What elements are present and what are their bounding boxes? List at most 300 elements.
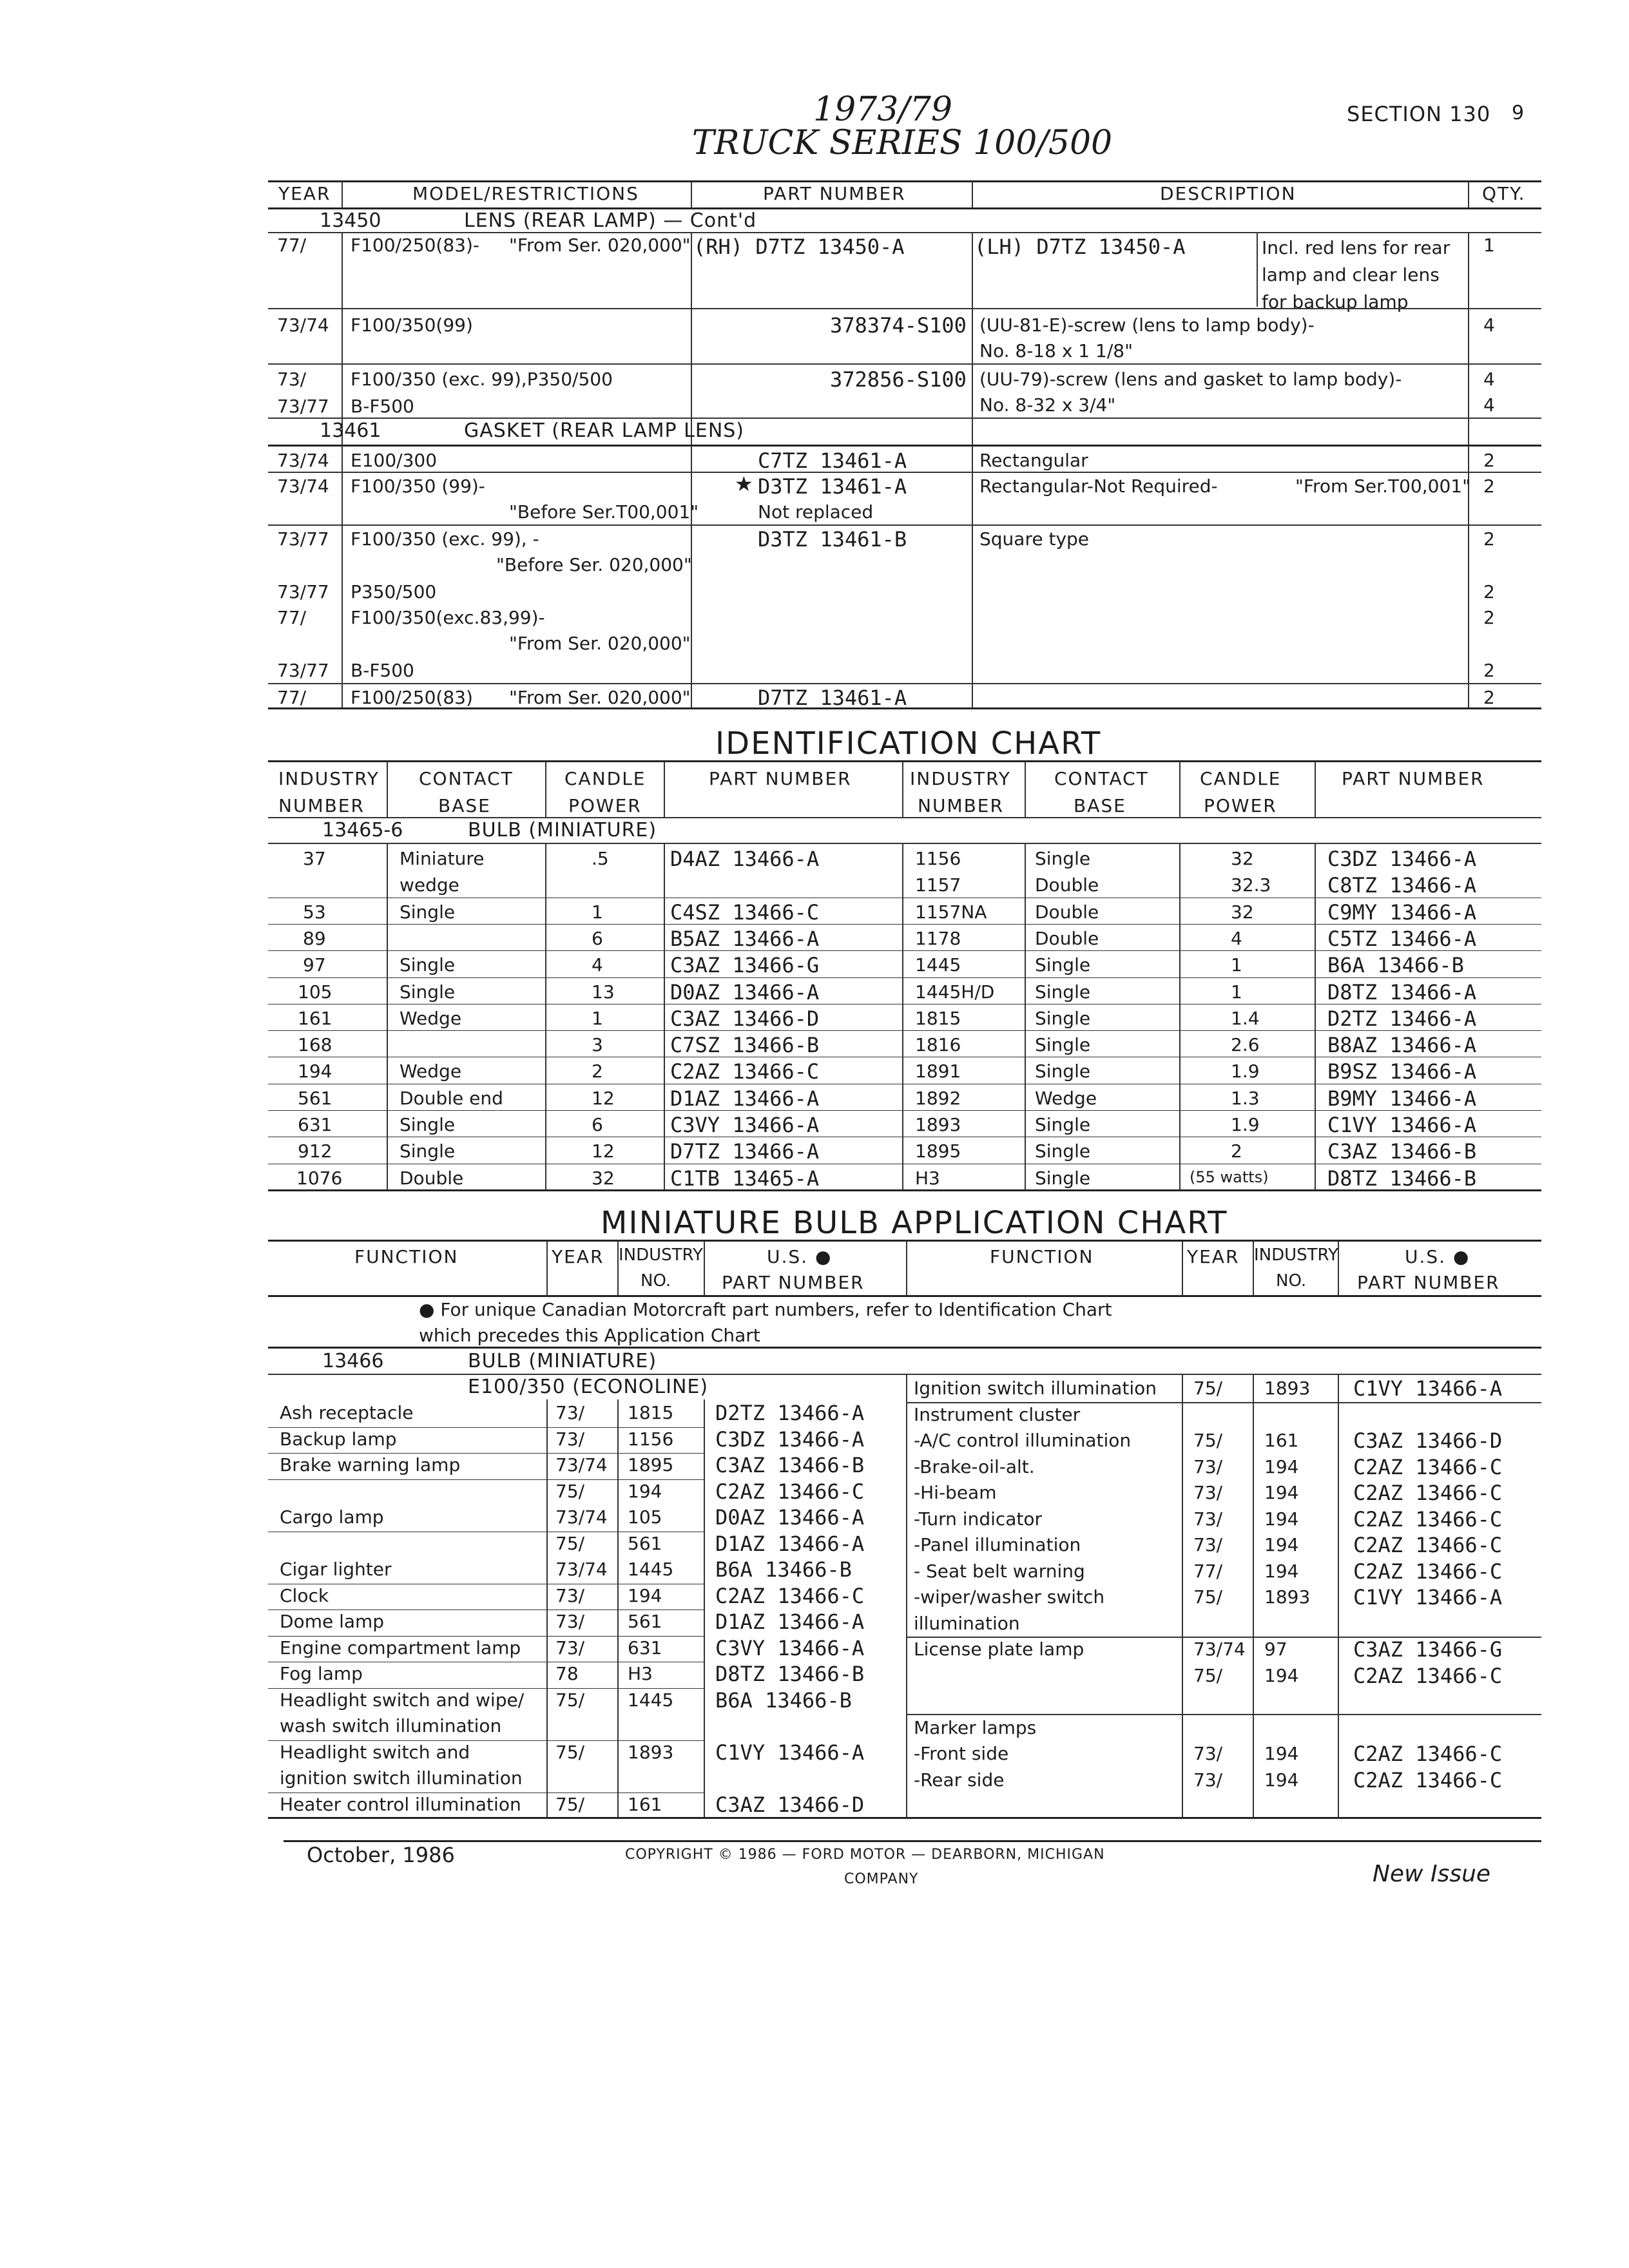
row-rule — [268, 683, 1541, 684]
application-part-number: C3AZ 13466-D — [715, 1792, 865, 1817]
application-function: Ignition switch illumination — [914, 1378, 1157, 1399]
application-part-number: C1VY 13466-A — [715, 1740, 865, 1765]
bulb-part-number: C1TB 13465-A — [670, 1166, 820, 1191]
application-function: -Panel illumination — [914, 1534, 1081, 1555]
page-title-years: 1973/79 — [813, 90, 953, 129]
bulb-part-number: C3AZ 13466-D — [670, 1006, 820, 1031]
bulb-contact-base: Single — [1035, 1167, 1091, 1189]
bulb-industry-number: 1156 — [915, 848, 961, 869]
bulb-part-number: C3DZ 13466-A — [1327, 847, 1477, 871]
bulb-industry-number: 1157 — [915, 874, 961, 896]
row-model: F100/350 (exc. 99),P350/500 — [351, 369, 613, 390]
bulb-industry-number: 97 — [303, 954, 326, 976]
bulb-part-number: B5AZ 13466-A — [670, 926, 820, 951]
col-header-qty: QTY. — [1482, 183, 1526, 204]
row-description: Rectangular — [979, 450, 1088, 471]
bulb-part-number: D8TZ 13466-B — [1327, 1166, 1477, 1191]
application-year: 73/ — [1193, 1482, 1223, 1503]
col-divider — [906, 1374, 907, 1817]
application-function: Headlight switch and wipe/ — [280, 1689, 525, 1711]
row-rule — [268, 363, 1541, 365]
bulb-part-number: D7TZ 13466-A — [670, 1139, 820, 1164]
application-part-number: B6A 13466-B — [715, 1687, 852, 1713]
bulb-industry-number: 105 — [298, 981, 333, 1003]
col-divider — [691, 182, 692, 207]
row-rule — [268, 950, 1541, 951]
application-function: Dome lamp — [280, 1611, 385, 1632]
row-rule — [268, 924, 1541, 925]
application-part-number: C3AZ 13466-D — [1353, 1428, 1503, 1453]
application-part-number: C3DZ 13466-A — [715, 1427, 865, 1452]
row-rule — [268, 472, 1541, 473]
row-rule — [268, 1792, 704, 1793]
application-year: 73/ — [1193, 1743, 1223, 1764]
row-model: E100/300 — [351, 450, 438, 471]
col-header-part-number: PART NUMBER — [722, 1272, 865, 1293]
bulb-candle-power: 6 — [592, 927, 603, 949]
application-industry-number: 194 — [628, 1480, 662, 1502]
col-divider — [906, 1241, 907, 1295]
bulb-candle-power: 6 — [592, 1114, 603, 1135]
col-divider — [704, 1399, 705, 1817]
application-industry-number: 194 — [1264, 1508, 1299, 1530]
col-divider — [1182, 1374, 1183, 1817]
bulb-contact-base: Single — [1035, 848, 1091, 869]
bulb-part-number: D0AZ 13466-A — [670, 979, 820, 1004]
col-divider — [617, 1241, 619, 1295]
application-function: Ash receptacle — [280, 1402, 414, 1423]
col-divider — [972, 446, 973, 709]
table-top-rule — [268, 180, 1541, 182]
application-year: 73/ — [555, 1428, 585, 1450]
application-part-number: C2AZ 13466-C — [1353, 1742, 1503, 1766]
part-number-rh: (RH) D7TZ 13450-A — [693, 235, 905, 259]
header-rule — [268, 817, 1541, 818]
row-year: 73/74 — [277, 450, 329, 471]
row-qty: 2 — [1483, 687, 1495, 708]
application-function: -Hi-beam — [914, 1482, 997, 1503]
col-divider — [342, 182, 343, 207]
copyright-notice: COPYRIGHT © 1986 — FORD MOTOR — DEARBORN, MICHIGAN — [625, 1847, 1105, 1863]
application-year: 75/ — [1193, 1586, 1223, 1608]
col-divider — [1179, 762, 1181, 817]
application-function: License plate lamp — [914, 1639, 1084, 1660]
bulb-contact-base: Wedge — [1035, 1087, 1097, 1109]
row-qty: 2 — [1483, 450, 1495, 471]
bulb-candle-power: 4 — [592, 954, 603, 976]
bulb-part-number: C2AZ 13466-C — [670, 1059, 820, 1084]
row-restriction: "Before Ser. 020,000" — [496, 554, 692, 575]
row-rule — [906, 1637, 1541, 1638]
row-part-number: D3TZ 13461-A — [758, 474, 907, 499]
table-bottom-rule — [268, 707, 1541, 709]
chart-bottom-rule — [268, 1817, 1541, 1819]
application-function: illumination — [914, 1612, 1020, 1634]
bulb-contact-base: wedge — [400, 874, 459, 896]
application-industry-number: 161 — [1264, 1430, 1299, 1451]
bulb-candle-power: 2 — [1231, 1140, 1242, 1162]
col-divider — [902, 762, 903, 817]
col-divider — [617, 1399, 619, 1817]
bulb-part-number: D1AZ 13466-A — [670, 1086, 820, 1111]
col-divider — [545, 843, 546, 1189]
bulb-industry-number: 1445H/D — [915, 981, 995, 1003]
application-part-number: D8TZ 13466-B — [715, 1662, 865, 1686]
application-year: 73/74 — [1193, 1639, 1246, 1660]
col-divider — [546, 1241, 548, 1295]
application-function: Fog lamp — [280, 1663, 363, 1684]
application-industry-number: 561 — [628, 1532, 662, 1554]
bulb-part-number: D8TZ 13466-A — [1327, 979, 1477, 1004]
row-rule — [268, 1030, 1541, 1031]
col-divider — [1315, 762, 1316, 817]
col-header-industry: INDUSTRY — [278, 768, 380, 789]
row-description: (UU-79)-screw (lens and gasket to lamp body)- — [979, 369, 1402, 390]
application-industry-number: 194 — [1264, 1482, 1299, 1503]
application-part-number: C3AZ 13466-G — [1353, 1637, 1503, 1662]
application-year: 75/ — [555, 1741, 585, 1763]
col-header-candle: CANDLE — [1200, 768, 1282, 789]
row-qty: 1 — [1483, 235, 1495, 256]
row-model: F100/350 (exc. 99), - — [351, 528, 539, 550]
col-divider — [545, 762, 546, 817]
bulb-contact-base: Double — [400, 1167, 464, 1189]
bulb-contact-base: Wedge — [400, 1061, 462, 1082]
bulb-industry-number: 1076 — [296, 1167, 343, 1189]
application-part-number: C2AZ 13466-C — [1353, 1559, 1503, 1584]
application-year: 75/ — [555, 1793, 585, 1815]
application-industry-number: 631 — [628, 1637, 662, 1658]
row-rule — [268, 1688, 704, 1689]
bulb-part-number: C1VY 13466-A — [1327, 1113, 1477, 1137]
bulb-candle-power: 13 — [592, 981, 615, 1003]
row-model: P350/500 — [351, 581, 437, 602]
bulb-candle-power: 1.4 — [1231, 1007, 1260, 1029]
page-title-series: TRUCK SERIES 100/500 — [691, 124, 1113, 162]
application-part-number: D1AZ 13466-A — [715, 1531, 865, 1556]
row-model: F100/250(83)- — [351, 235, 480, 256]
row-year: 73/77 — [277, 660, 329, 681]
row-rule — [268, 524, 1541, 526]
application-note: ● For unique Canadian Motorcraft part numbers, refer to Identification Chart — [419, 1299, 1112, 1320]
bulb-part-number: B9MY 13466-A — [1327, 1086, 1477, 1111]
row-part-number: D3TZ 13461-B — [758, 527, 907, 552]
bulb-part-number: C9MY 13466-A — [1327, 899, 1477, 925]
application-year: 75/ — [1193, 1378, 1223, 1399]
col-header-power: POWER — [568, 795, 642, 816]
application-industry-number: 194 — [1264, 1560, 1299, 1582]
application-function: Engine compartment lamp — [280, 1637, 521, 1658]
application-year: 73/ — [555, 1402, 585, 1423]
row-qty: 4 — [1483, 394, 1495, 416]
application-part-number: B6A 13466-B — [715, 1557, 852, 1582]
col-header-no: NO. — [1276, 1271, 1307, 1291]
bulb-candle-power: 1.3 — [1231, 1087, 1260, 1109]
application-year: 73/ — [555, 1611, 585, 1632]
bulb-candle-power: 1 — [592, 1007, 603, 1029]
application-part-number: C2AZ 13466-C — [715, 1479, 865, 1504]
bulb-part-number: C3AZ 13466-G — [670, 953, 820, 978]
bulb-industry-number: 1157NA — [915, 901, 987, 923]
chart-top-rule — [268, 1240, 1541, 1242]
bulb-candle-power: 2 — [592, 1061, 603, 1082]
col-divider — [972, 182, 973, 207]
bulb-part-number: C4SZ 13466-C — [670, 899, 820, 925]
application-year: 73/74 — [555, 1559, 608, 1580]
bulb-part-number: B8AZ 13466-A — [1327, 1033, 1477, 1058]
row-restriction: "From Ser. 020,000" — [509, 633, 691, 654]
application-industry-number: 1895 — [628, 1454, 674, 1475]
bulb-industry-number: 168 — [298, 1034, 333, 1056]
application-year: 75/ — [1193, 1664, 1223, 1686]
col-divider — [704, 1241, 705, 1295]
col-header-part-number: PART NUMBER — [1342, 768, 1485, 789]
bulb-candle-power: 1.9 — [1231, 1061, 1260, 1082]
group-name: BULB (MINIATURE) — [468, 1350, 657, 1372]
application-function: Cigar lighter — [280, 1559, 392, 1580]
bulb-candle-power: 12 — [592, 1087, 615, 1109]
row-year: 73/77 — [277, 581, 329, 602]
bulb-candle-power: 3 — [592, 1034, 603, 1056]
bulb-industry-number: 194 — [298, 1061, 333, 1082]
application-industry-number: 1445 — [628, 1689, 674, 1711]
application-part-number: C2AZ 13466-C — [1353, 1767, 1503, 1792]
bulb-contact-base: Single — [1035, 1007, 1091, 1029]
row-rule — [906, 1402, 1541, 1403]
bulb-industry-number: 1816 — [915, 1034, 961, 1056]
row-restriction: "From Ser. 020,000" — [509, 687, 691, 708]
bulb-candle-power: 32 — [592, 1167, 615, 1189]
application-function: Instrument cluster — [914, 1403, 1081, 1425]
application-function: Backup lamp — [280, 1428, 397, 1450]
application-part-number: C2AZ 13466-C — [715, 1583, 865, 1608]
col-divider — [1179, 843, 1181, 1189]
application-function: wash switch illumination — [280, 1715, 502, 1736]
application-industry-number: 1893 — [628, 1741, 674, 1763]
bulb-contact-base: Wedge — [400, 1007, 462, 1029]
application-function: Brake warning lamp — [280, 1454, 461, 1475]
bulb-candle-power: .5 — [592, 848, 609, 869]
col-header-model: MODEL/RESTRICTIONS — [412, 183, 639, 204]
group-name: GASKET (REAR LAMP LENS) — [464, 419, 745, 442]
application-industry-number: 194 — [1264, 1456, 1299, 1477]
application-year: 73/ — [1193, 1769, 1223, 1791]
application-function: -Turn indicator — [914, 1508, 1043, 1530]
col-header-contact: CONTACT — [419, 768, 514, 789]
row-model: F100/350 (99)- — [351, 476, 485, 497]
bulb-industry-number: 37 — [303, 848, 326, 869]
row-rule — [268, 1374, 1541, 1375]
application-year: 73/ — [1193, 1508, 1223, 1530]
application-year: 75/ — [555, 1480, 585, 1502]
application-part-number: C1VY 13466-A — [1353, 1376, 1503, 1401]
col-divider — [1253, 1374, 1254, 1817]
application-function: Headlight switch and — [280, 1741, 470, 1763]
bulb-contact-base: Single — [1035, 1034, 1091, 1056]
bulb-contact-base: Single — [1035, 981, 1091, 1003]
row-qty: 2 — [1483, 581, 1495, 602]
row-rule — [268, 1479, 704, 1480]
bulb-contact-base: Double — [1035, 901, 1099, 923]
application-industry-number: 194 — [1264, 1664, 1299, 1686]
bulb-part-number: D2TZ 13466-A — [1327, 1006, 1477, 1031]
col-header-industry: INDUSTRY — [619, 1245, 703, 1265]
bulb-candle-power: 32.3 — [1231, 874, 1271, 896]
row-rule — [268, 308, 1541, 309]
row-rule — [268, 1427, 704, 1428]
col-divider — [387, 843, 388, 1189]
bulb-industry-number: 561 — [298, 1087, 333, 1109]
bulb-industry-number: 161 — [298, 1007, 333, 1029]
bulb-part-number: B9SZ 13466-A — [1327, 1059, 1477, 1084]
bulb-part-number: D4AZ 13466-A — [670, 847, 820, 871]
application-part-number: C2AZ 13466-C — [1353, 1506, 1503, 1532]
col-divider — [902, 843, 903, 1189]
row-year: 73/74 — [277, 476, 329, 497]
bulb-contact-base: Single — [400, 901, 456, 923]
row-part-note: Not replaced — [758, 501, 874, 523]
bulb-industry-number: 53 — [303, 901, 326, 923]
bulb-contact-base: Single — [400, 981, 456, 1003]
row-year: 77/ — [277, 607, 307, 628]
row-description: Square type — [979, 528, 1090, 550]
row-year: 73/ — [277, 369, 307, 390]
row-restriction: "From Ser. 020,000" — [509, 235, 691, 256]
application-part-number: C3AZ 13466-B — [715, 1453, 865, 1477]
bulb-contact-base: Single — [400, 1140, 456, 1162]
application-part-number: C2AZ 13466-C — [1353, 1481, 1503, 1505]
row-year: 73/77 — [277, 396, 329, 417]
bulb-candle-power: 1 — [1231, 954, 1242, 976]
application-part-number: C2AZ 13466-C — [1353, 1454, 1503, 1479]
bulb-contact-base: Double — [1035, 874, 1099, 896]
row-rule — [268, 1740, 704, 1741]
row-year: 77/ — [277, 235, 307, 256]
page-number: 9 — [1512, 102, 1525, 124]
row-rule — [268, 1636, 704, 1637]
col-divider — [1025, 762, 1026, 817]
bulb-industry-number: 1895 — [915, 1140, 961, 1162]
application-function: Marker lamps — [914, 1716, 1037, 1738]
row-part-number: C7TZ 13461-A — [758, 448, 907, 473]
application-year: 73/ — [555, 1584, 585, 1606]
bulb-industry-number: 1893 — [915, 1114, 961, 1135]
application-function: Cargo lamp — [280, 1506, 384, 1528]
row-model: B-F500 — [351, 660, 414, 681]
col-header-us: U.S. ● — [767, 1246, 833, 1267]
application-function: -Brake-oil-alt. — [914, 1456, 1035, 1477]
application-part-number: C3VY 13466-A — [715, 1635, 865, 1660]
application-chart-title: MINIATURE BULB APPLICATION CHART — [601, 1205, 1228, 1241]
application-part-number: D2TZ 13466-A — [715, 1401, 865, 1425]
col-header-no: NO. — [641, 1271, 671, 1291]
col-header-function: FUNCTION — [990, 1246, 1094, 1267]
bulb-candle-power: 12 — [592, 1140, 615, 1162]
col-divider — [1025, 843, 1026, 1189]
group-name: LENS (REAR LAMP) — Cont'd — [464, 209, 757, 232]
row-part-number: 372856-S100 — [830, 367, 967, 392]
col-header-description: DESCRIPTION — [1160, 183, 1296, 204]
bulb-contact-base: Double — [1035, 927, 1099, 949]
bulb-part-number: C5TZ 13466-A — [1327, 926, 1477, 951]
issue-status: New Issue — [1373, 1861, 1491, 1887]
col-divider — [1315, 843, 1316, 1189]
group-code: 13450 — [320, 209, 381, 232]
row-rule — [268, 1347, 1541, 1349]
bulb-contact-base: Single — [400, 954, 456, 976]
application-industry-number: 161 — [628, 1793, 662, 1815]
application-note: which precedes this Application Chart — [419, 1325, 760, 1346]
row-qty: 2 — [1483, 476, 1495, 497]
bulb-contact-base: Double end — [400, 1087, 503, 1109]
bulb-industry-number: 631 — [298, 1114, 333, 1135]
subgroup-name: E100/350 (ECONOLINE) — [468, 1376, 709, 1398]
row-qty: 2 — [1483, 528, 1495, 550]
bulb-candle-power: 1 — [592, 901, 603, 923]
col-header-us: U.S. ● — [1405, 1246, 1470, 1267]
identification-chart-title: IDENTIFICATION CHART — [715, 726, 1102, 762]
bulb-contact-base: Single — [1035, 1140, 1091, 1162]
row-description: (UU-81-E)-screw (lens to lamp body)- — [979, 314, 1315, 336]
col-header-candle: CANDLE — [564, 768, 646, 789]
application-year: 73/ — [555, 1637, 585, 1658]
bulb-candle-power: 4 — [1231, 927, 1242, 949]
col-divider — [691, 232, 692, 446]
application-year: 78 — [555, 1663, 579, 1684]
header-rule — [268, 1295, 1541, 1297]
application-function: -wiper/washer switch — [914, 1586, 1105, 1608]
bulb-part-number: C8TZ 13466-A — [1327, 873, 1477, 898]
row-rule — [268, 843, 1541, 844]
col-divider — [342, 232, 343, 446]
col-header-number: NUMBER — [278, 795, 365, 816]
col-divider — [664, 843, 665, 1189]
section-label: SECTION 130 — [1347, 102, 1491, 126]
col-header-contact: CONTACT — [1054, 768, 1149, 789]
bulb-industry-number: 1891 — [915, 1061, 961, 1082]
row-model: F100/350(99) — [351, 314, 473, 336]
row-year: 73/74 — [277, 314, 329, 336]
col-header-part-number: PART NUMBER — [763, 183, 906, 204]
application-year: 75/ — [555, 1532, 585, 1554]
application-year: 75/ — [1193, 1430, 1223, 1451]
application-function: -A/C control illumination — [914, 1430, 1132, 1451]
row-qty: 4 — [1483, 369, 1495, 390]
application-industry-number: 1893 — [1264, 1586, 1311, 1608]
col-header-base: BASE — [1074, 795, 1126, 816]
header-rule — [268, 207, 1541, 209]
application-part-number: C1VY 13466-A — [1353, 1585, 1503, 1610]
bulb-industry-number: 89 — [303, 927, 326, 949]
bulb-industry-number: 1815 — [915, 1007, 961, 1029]
row-rule — [268, 1453, 704, 1454]
col-divider — [387, 762, 388, 817]
col-header-base: BASE — [438, 795, 491, 816]
application-industry-number: 1815 — [628, 1402, 674, 1423]
application-function: Heater control illumination — [280, 1793, 521, 1815]
col-divider — [546, 1399, 548, 1817]
application-function: - Seat belt warning — [914, 1560, 1085, 1582]
group-name: BULB (MINIATURE) — [468, 819, 657, 841]
star-icon: ★ — [735, 472, 753, 496]
row-model: F100/350(exc.83,99)- — [351, 607, 545, 628]
application-part-number: C2AZ 13466-C — [1353, 1663, 1503, 1688]
bulb-candle-power: 1 — [1231, 981, 1242, 1003]
application-part-number: D1AZ 13466-A — [715, 1610, 865, 1634]
application-industry-number: 194 — [1264, 1769, 1299, 1791]
row-model: F100/250(83) — [351, 687, 473, 708]
bulb-industry-number: 1178 — [915, 927, 961, 949]
